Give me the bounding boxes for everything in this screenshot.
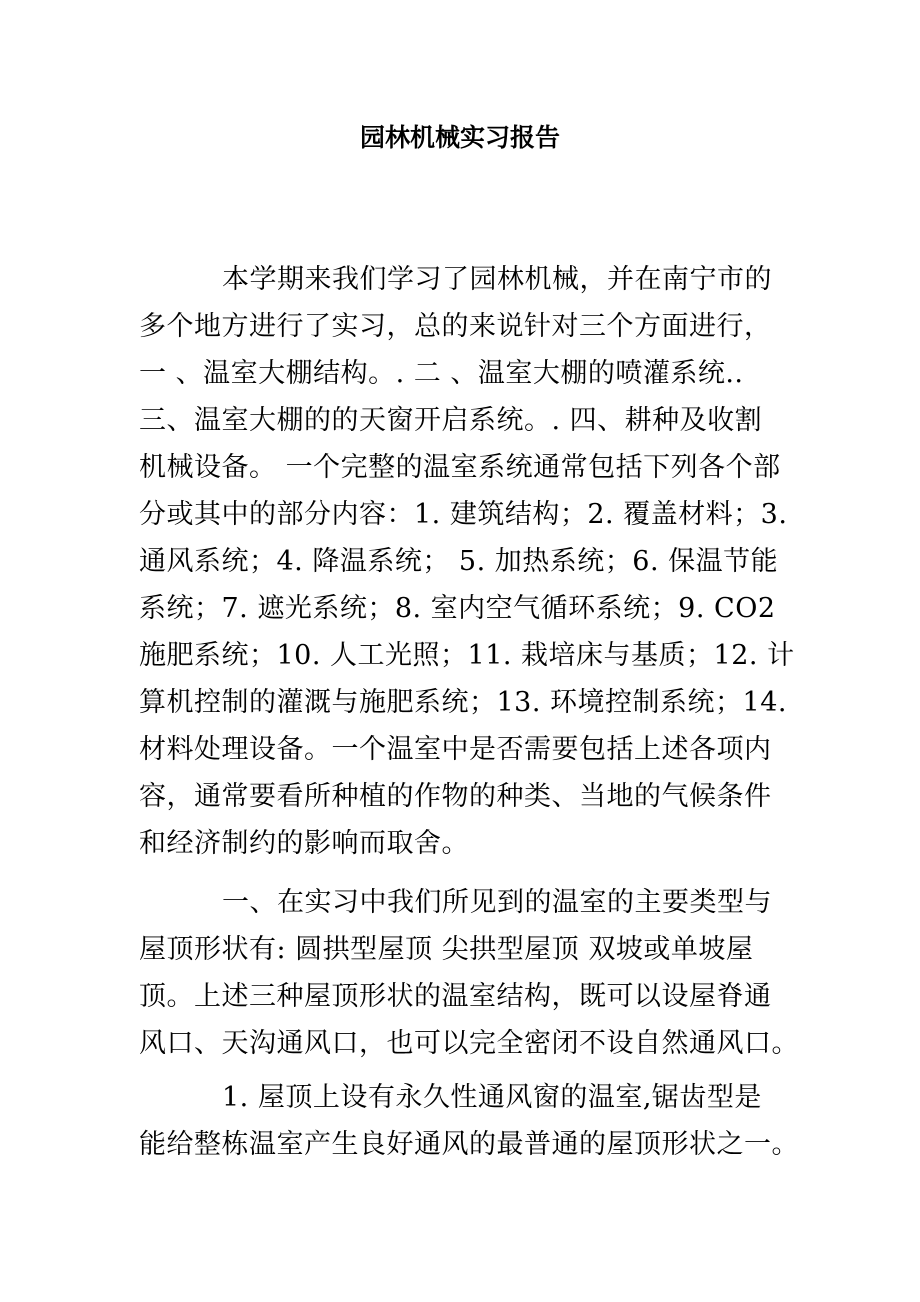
paragraph-line: 屋顶形状有: 圆拱型屋顶 尖拱型屋顶 双坡或单坡屋 <box>139 934 754 965</box>
paragraph-line: 容，通常要看所种植的作物的种类、当地的气候条件 <box>139 781 772 812</box>
paragraph-line: 1. 屋顶上设有永久性通风窗的温室,锯齿型是 <box>222 1082 762 1113</box>
paragraph-line: 能给整栋温室产生良好通风的最普通的屋顶形状之一。 <box>139 1129 799 1160</box>
paragraph-line: 通风系统；4. 降温系统； 5. 加热系统；6. 保温节能 <box>139 546 779 577</box>
paragraph-line: 本学期来我们学习了园林机械，并在南宁市的 <box>222 264 772 295</box>
document-title: 园林机械实习报告 <box>359 123 560 152</box>
paragraph-line: 分或其中的部分内容：1. 建筑结构；2. 覆盖材料；3. <box>139 499 788 530</box>
paragraph-line: 施肥系统；10. 人工光照；11. 栽培床与基质；12. 计 <box>139 640 795 671</box>
paragraph-line: 机械设备。 一个完整的温室系统通常包括下列各个部 <box>139 452 781 483</box>
paragraph-line: 算机控制的灌溉与施肥系统；13. 环境控制系统；14. <box>139 687 787 718</box>
paragraph-line: 顶。上述三种屋顶形状的温室结构，既可以设屋脊通 <box>139 981 772 1012</box>
paragraph-line: 多个地方进行了实习，总的来说针对三个方面进行， <box>139 311 772 342</box>
paragraph-line: 和经济制约的影响而取舍。 <box>139 828 469 859</box>
paragraph-line: 材料处理设备。一个温室中是否需要包括上述各项内 <box>139 734 772 765</box>
paragraph-line: 风口、天沟通风口，也可以完全密闭不设自然通风口。 <box>139 1028 799 1059</box>
paragraph-line: 一、在实习中我们所见到的温室的主要类型与 <box>222 887 772 918</box>
paragraph-line: 系统；7. 遮光系统；8. 室内空气循环系统；9. CO2 <box>139 593 776 624</box>
paragraph-line: 三、温室大棚的的天窗开启系统。. 四、耕种及收割 <box>139 405 763 436</box>
paragraph-line: 一 、温室大棚结构。. 二 、温室大棚的喷灌系统.. <box>139 358 744 389</box>
